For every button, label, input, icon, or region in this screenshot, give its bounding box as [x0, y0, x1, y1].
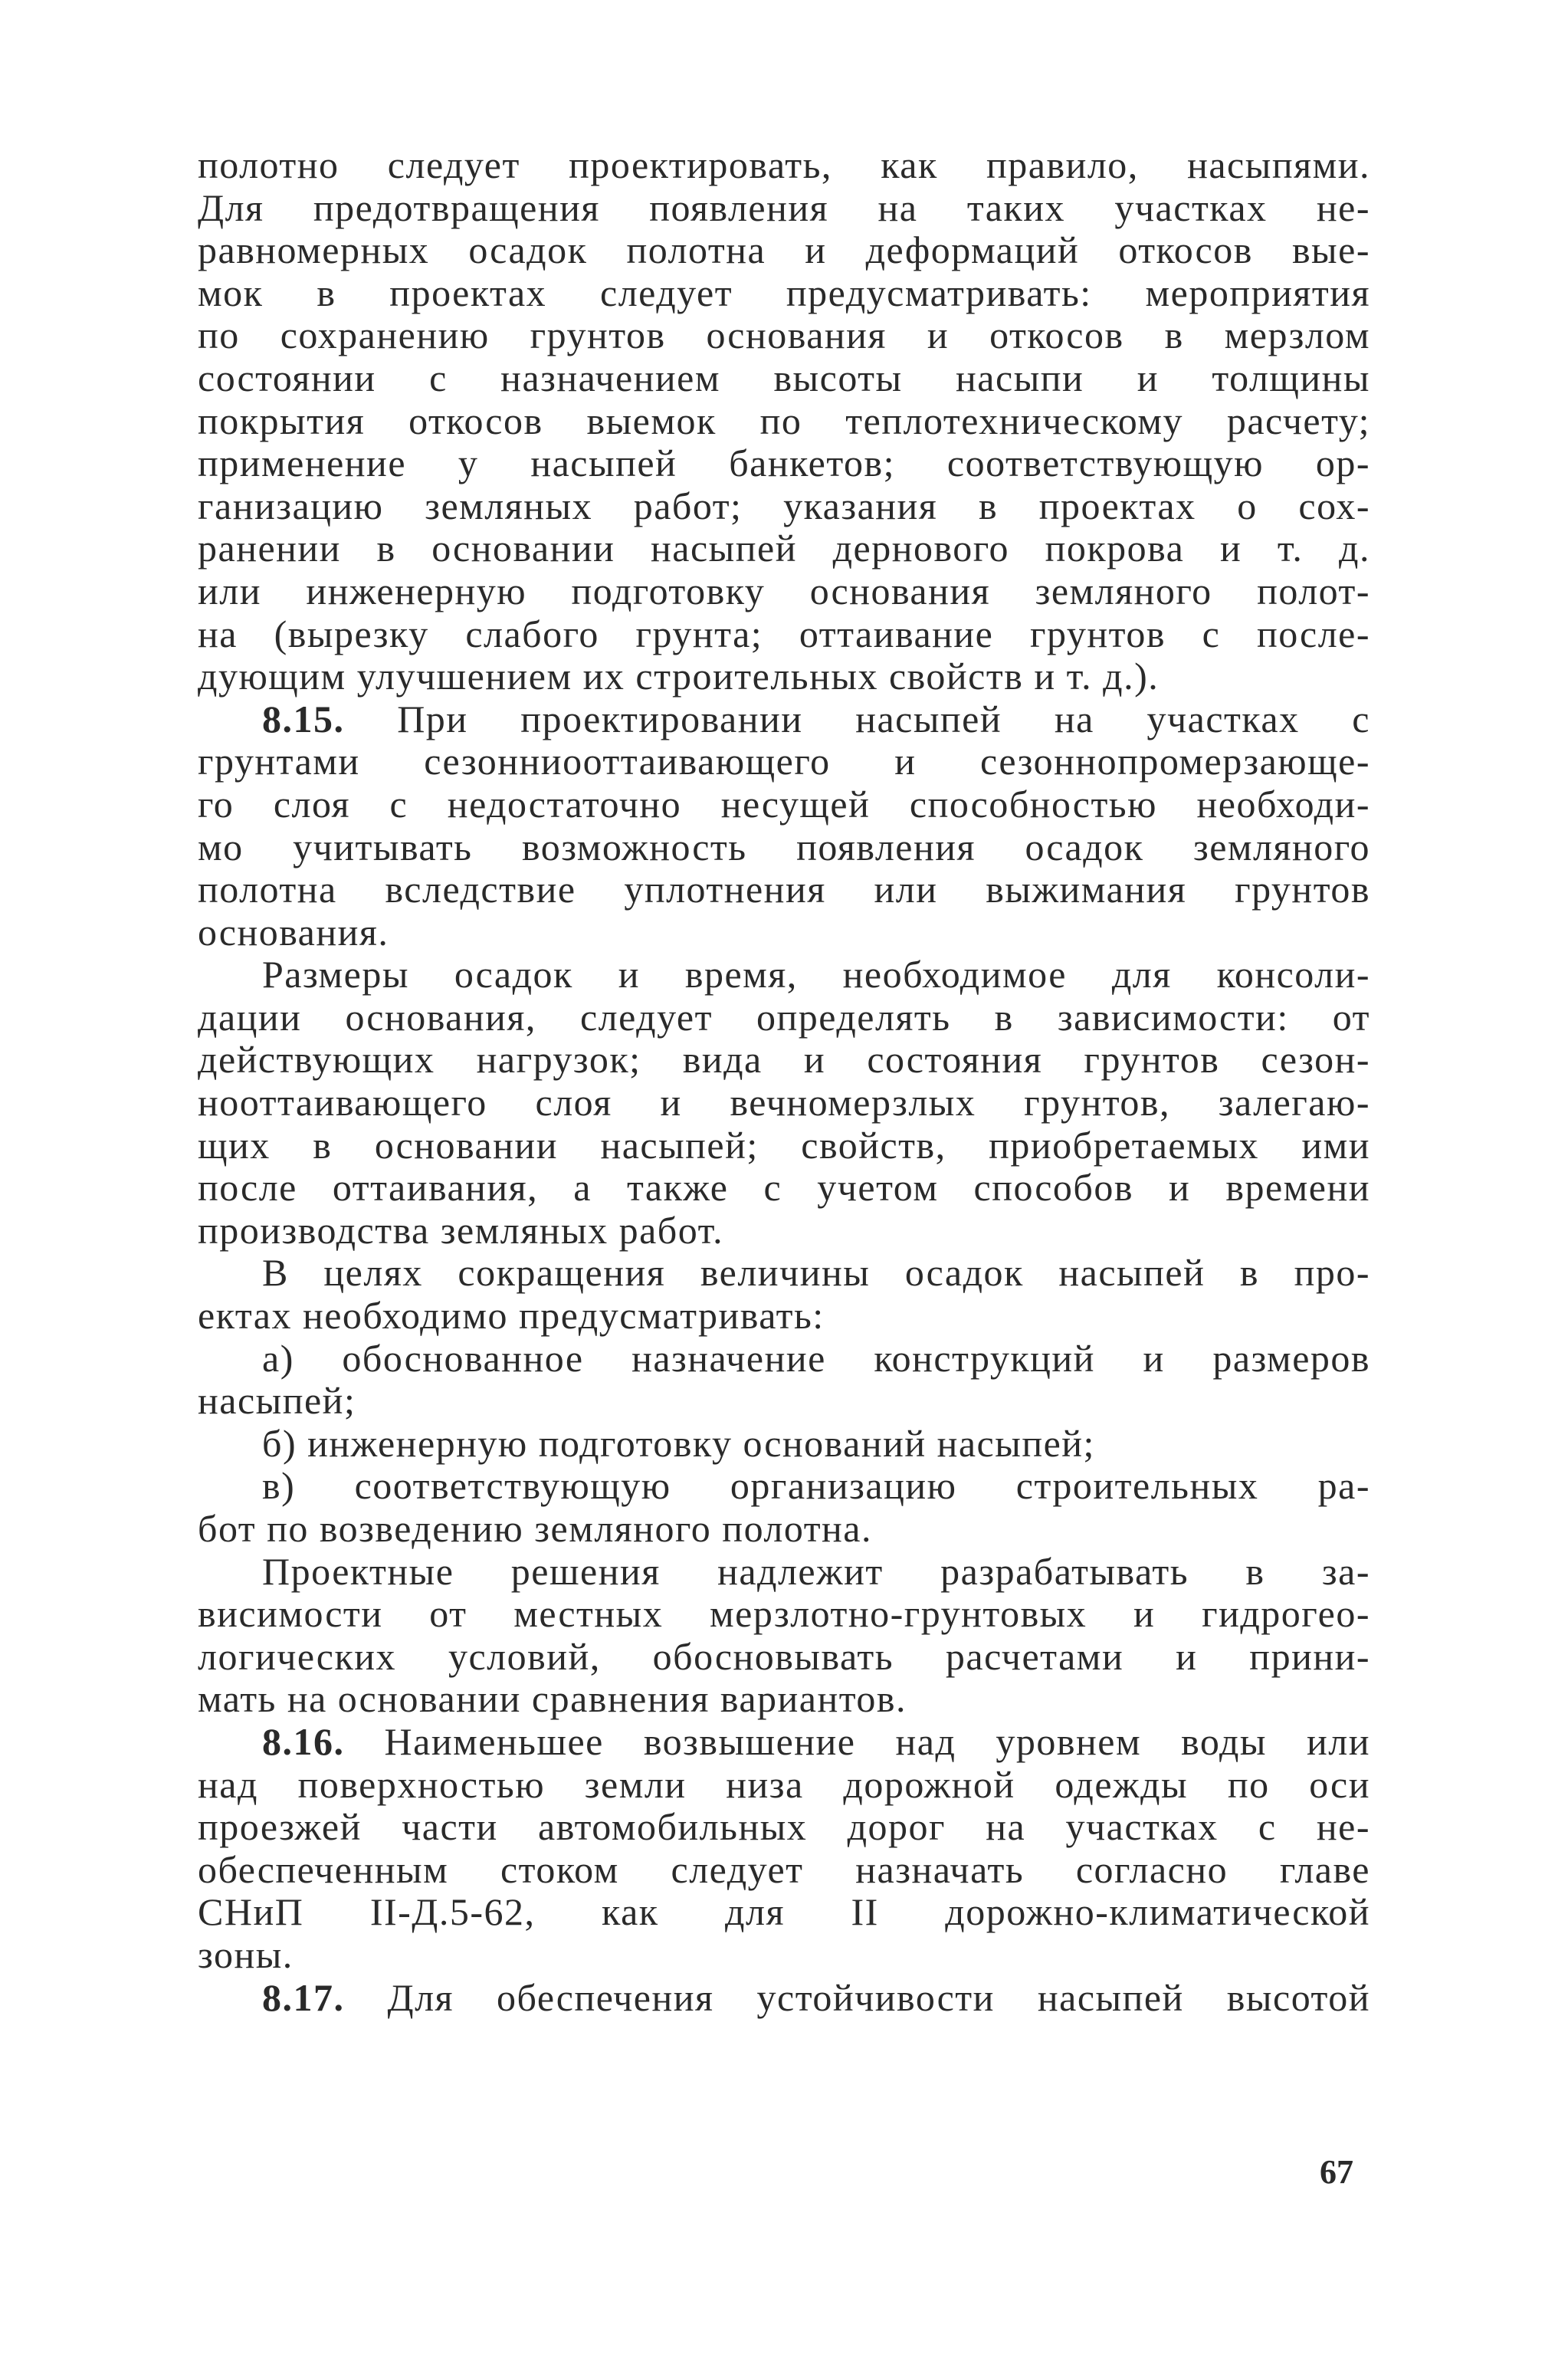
text-line: состоянии с назначением высоты насыпи и толщины [198, 356, 1370, 399]
text-line: после оттаивания, а также с учетом способов и времени [198, 1166, 1370, 1210]
text-line: равномерных осадок полотна и деформаций откосов вые- [198, 228, 1370, 272]
text-run: Наименьшее возвышение над уровнем воды или [344, 1719, 1370, 1763]
text-line: мок в проектах следует предусматривать: мероприятия [198, 271, 1370, 314]
text-line: дации основания, следует определять в зависимости: от [198, 995, 1370, 1039]
list-item-c: в) соответствующую организацию строительных ра- [262, 1464, 1370, 1508]
text-line: В целях сокращения величины осадок насыпей в про- [262, 1251, 1370, 1295]
text-line: висимости от местных мерзлотно-грунтовых и гидрогео- [198, 1592, 1370, 1636]
text-line: обеспеченным стоком следует назначать согласно главе [198, 1847, 1370, 1891]
text-line: покрытия откосов выемок по теплотехническому расчету; [198, 399, 1370, 442]
text-line: СНиП II-Д.5-62, как для II дорожно-климатической [198, 1890, 1370, 1934]
text-line: основания. [198, 910, 389, 954]
page-text [198, 144, 1370, 2019]
page-number: 67 [1320, 2153, 1353, 2191]
section-number-8-16: 8.16. [262, 1719, 345, 1763]
section-line [198, 698, 1370, 741]
list-item-a: а) обоснованное назначение конструкций и размеров [262, 1336, 1370, 1380]
text-line: грунтами сезонниооттаивающего и сезоннопромерзающе- [198, 740, 1370, 783]
text-line: ранении в основании насыпей дернового покрова и т. д. [198, 527, 1370, 570]
text-line: бот по возведению земляного полотна. [198, 1507, 873, 1550]
text-line: ганизацию земляных работ; указания в проектах о сох- [198, 484, 1370, 527]
text-line: по сохранению грунтов основания и откосов в мерзлом [198, 314, 1370, 357]
text-line: зоны. [198, 1932, 294, 1976]
text-line: ектах необходимо предусматривать: [198, 1294, 825, 1338]
section-line [198, 1721, 1370, 1764]
text-line: мо учитывать возможность появления осадок земляного [198, 825, 1370, 868]
text-line: нооттаивающего слоя и вечномерзлых грунтов, залегаю- [198, 1081, 1370, 1124]
text-line: применение у насыпей банкетов; соответствующую ор- [198, 442, 1370, 485]
section-number-8-17: 8.17. [262, 1975, 345, 2019]
text-line: или инженерную подготовку основания земляного полот- [198, 569, 1370, 612]
text-line: на (вырезку слабого грунта; оттаивание грунтов с после- [198, 612, 1370, 655]
text-line: производства земляных работ. [198, 1208, 724, 1252]
section-number-8-15: 8.15. [262, 697, 345, 740]
text-line: Для предотвращения появления на таких участках не- [198, 185, 1370, 229]
list-item-b: б) инженерную подготовку оснований насыпей; [262, 1421, 1095, 1465]
text-line: над поверхностью земли низа дорожной одежды по оси [198, 1762, 1370, 1806]
text-line: го слоя с недостаточно несущей способностью необходи- [198, 782, 1370, 826]
text-line: действующих нагрузок; вида и состояния грунтов сезон- [198, 1038, 1370, 1082]
text-line: логических условий, обосновывать расчетами и прини- [198, 1634, 1370, 1678]
text-run: Для обеспечения устойчивости насыпей высотой [344, 1975, 1370, 2019]
text-line: щих в основании насыпей; свойств, приобретаемых ими [198, 1123, 1370, 1167]
section-line [198, 1977, 1370, 2020]
text-line: полотно следует проектировать, как правило, насыпями. [198, 143, 1370, 186]
text-line: Проектные решения надлежит разрабатывать в за- [262, 1549, 1370, 1593]
text-line: Размеры осадок и время, необходимое для консоли- [262, 953, 1370, 996]
text-line: дующим улучшением их строительных свойств и т. д.). [198, 655, 1160, 698]
text-line: проезжей части автомобильных дорог на участках с не- [198, 1805, 1370, 1849]
text-line: насыпей; [198, 1379, 356, 1423]
text-line: мать на основании сравнения вариантов. [198, 1677, 907, 1721]
text-run: При проектировании насыпей на участках с [344, 697, 1370, 740]
text-line: полотна вследствие уплотнения или выжимания грунтов [198, 868, 1370, 911]
